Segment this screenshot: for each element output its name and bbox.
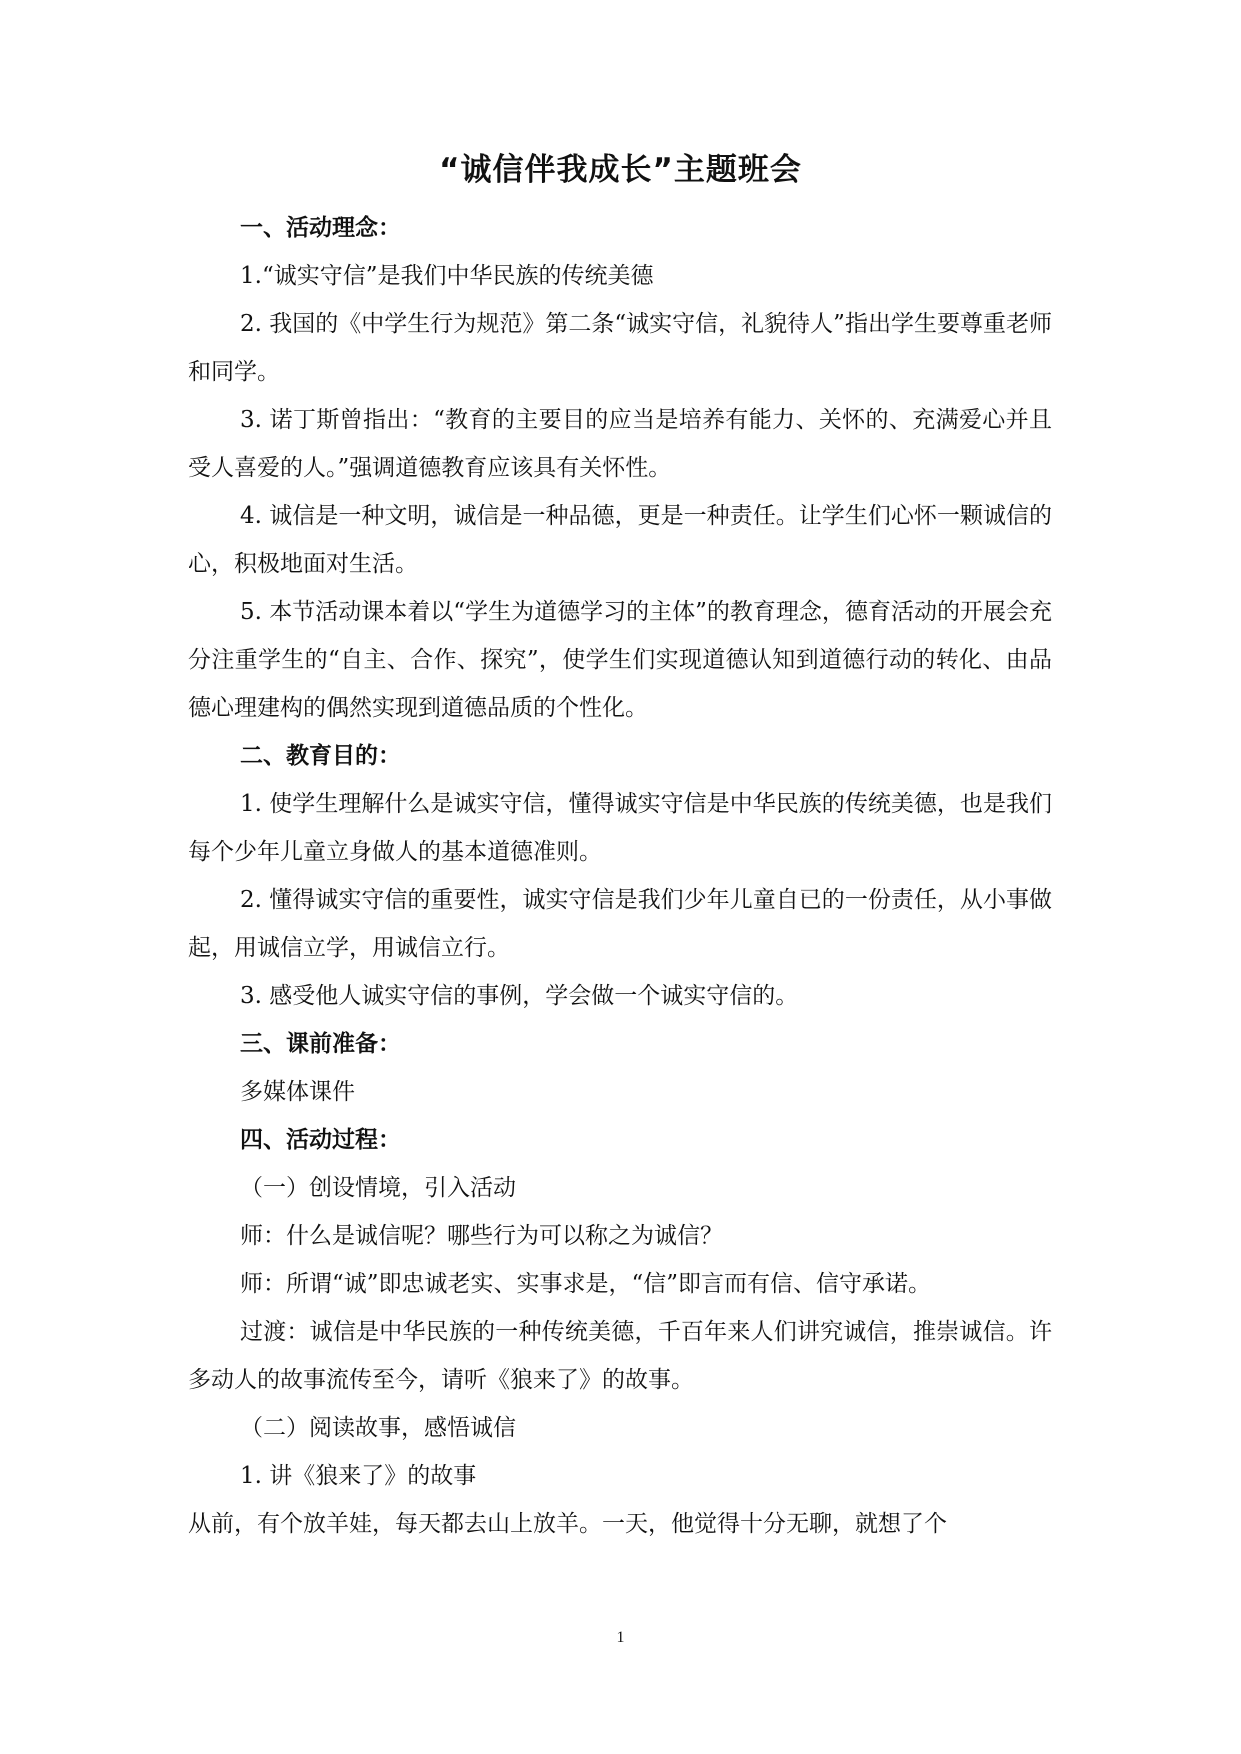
paragraph: 从前，有个放羊娃，每天都去山上放羊。一天，他觉得十分无聊，就想了个 [188,1511,947,1537]
paragraph: 师：所谓“诚”即忠诚老实、实事求是，“信”即言而有信、信守承诺。 [240,1271,932,1297]
paragraph: 1. 讲《狼来了》的故事 [240,1463,477,1489]
page-number: 1 [616,1629,625,1646]
section-heading-preparation: 三、课前准备： [240,1031,401,1057]
paragraph: 1. 使学生理解什么是诚实守信，懂得诚实守信是中华民族的传统美德，也是我们每个少年儿童立身做人的基本道德准则。 [188,791,1052,865]
paragraph: 3. 感受他人诚实守信的事例，学会做一个诚实守信的。 [240,983,799,1009]
paragraph: 1.“诚实守信”是我们中华民族的传统美德 [240,263,654,289]
paragraph: 2. 我国的《中学生行为规范》第二条“诚实守信，礼貌待人”指出学生要尊重老师和同学。 [188,311,1052,385]
paragraph: 师：什么是诚信呢？哪些行为可以称之为诚信？ [240,1223,723,1249]
paragraph: 过渡：诚信是中华民族的一种传统美德，千百年来人们讲究诚信，推崇诚信。许多动人的故事流传至今，请听《狼来了》的故事。 [188,1319,1052,1393]
paragraph: 3. 诺丁斯曾指出：“教育的主要目的应当是培养有能力、关怀的、充满爱心并且受人喜爱的人。”强调道德教育应该具有关怀性。 [188,407,1052,481]
paragraph: （二）阅读故事，感悟诚信 [240,1415,516,1441]
document-title: “诚信伴我成长”主题班会 [439,152,802,188]
document-body [188,204,1052,1548]
paragraph: 多媒体课件 [240,1079,355,1105]
section-heading-process: 四、活动过程： [240,1127,401,1153]
paragraph: 5. 本节活动课本着以“学生为道德学习的主体”的教育理念，德育活动的开展会充分注重学生的“自主、合作、探究”，使学生们实现道德认知到道德行动的转化、由品德心理建构的偶然实现到道德品质的个性化。 [188,599,1052,721]
section-heading-goals: 二、教育目的： [240,743,401,769]
paragraph: 2. 懂得诚实守信的重要性，诚实守信是我们少年儿童自已的一份责任，从小事做起，用诚信立学，用诚信立行。 [188,887,1052,961]
section-heading-concept: 一、活动理念： [240,215,401,241]
paragraph: 4. 诚信是一种文明，诚信是一种品德，更是一种责任。让学生们心怀一颗诚信的心，积极地面对生活。 [188,503,1052,577]
paragraph: （一）创设情境，引入活动 [240,1175,516,1201]
